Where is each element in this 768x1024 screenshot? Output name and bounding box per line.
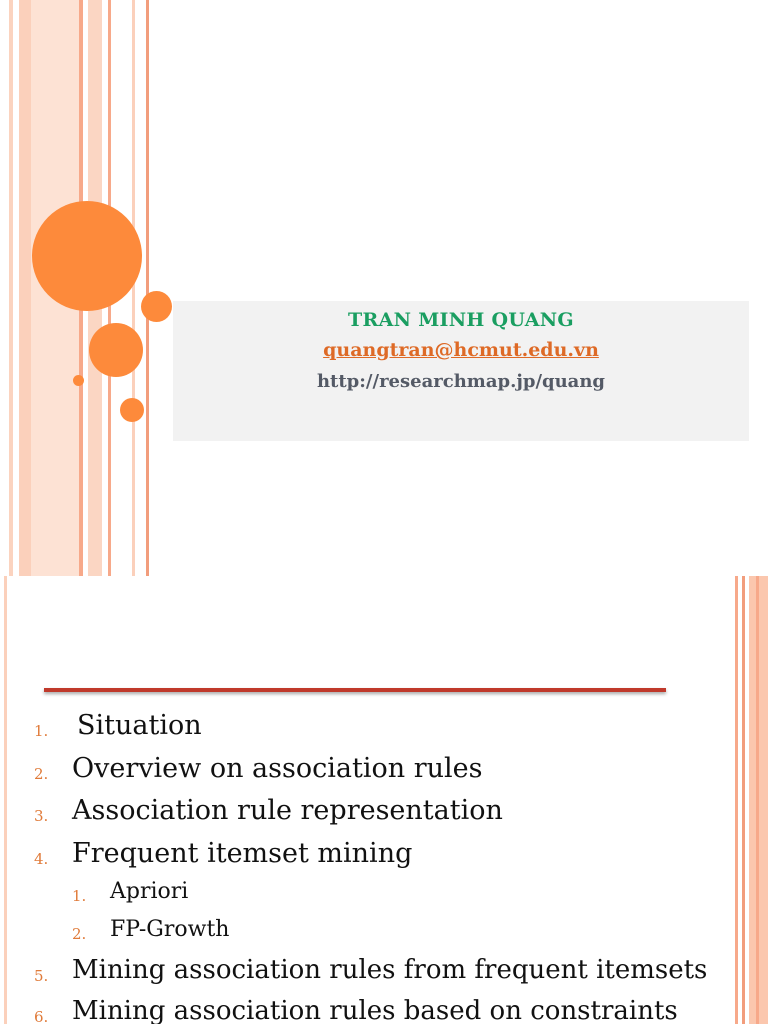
item-text: Mining association rules from frequent itemsets <box>72 955 708 985</box>
decor-circle-large <box>32 201 142 311</box>
decor-stripe <box>132 0 135 576</box>
author-info-box <box>173 301 749 441</box>
decor-stripe <box>9 0 13 576</box>
decor-circle-small <box>141 291 172 322</box>
decor-stripe <box>735 576 738 1024</box>
item-number: 1. <box>34 722 49 740</box>
outline-slide <box>0 576 768 1024</box>
title-rule <box>44 688 666 692</box>
item-number: 2. <box>72 925 87 943</box>
author-email-link[interactable]: quangtran@hcmut.edu.vn <box>323 339 599 361</box>
decor-stripe <box>756 576 759 1024</box>
author-name: TRAN MINH QUANG <box>348 309 574 331</box>
item-text: Situation <box>77 710 202 741</box>
decor-stripe <box>19 0 31 576</box>
item-number: 2. <box>34 765 49 783</box>
item-number: 5. <box>34 967 49 985</box>
decor-circle-medium <box>89 323 143 377</box>
item-number: 4. <box>34 850 49 868</box>
item-number: 1. <box>72 887 87 905</box>
item-text: Association rule representation <box>72 795 503 826</box>
decor-circle-tiny <box>73 375 84 386</box>
author-homepage: http://researchmap.jp/quang <box>316 371 606 392</box>
item-text: Mining association rules based on constraints <box>72 996 678 1024</box>
decor-stripe <box>4 576 7 1024</box>
item-text: Frequent itemset mining <box>72 838 413 869</box>
decor-stripe <box>146 0 149 576</box>
item-text: Apriori <box>110 879 189 904</box>
decor-stripe <box>742 576 745 1024</box>
item-text: Overview on association rules <box>72 753 483 784</box>
item-text: FP-Growth <box>110 917 230 942</box>
item-number: 3. <box>34 807 49 825</box>
decor-circle-small <box>120 398 144 422</box>
item-number: 6. <box>34 1008 49 1024</box>
